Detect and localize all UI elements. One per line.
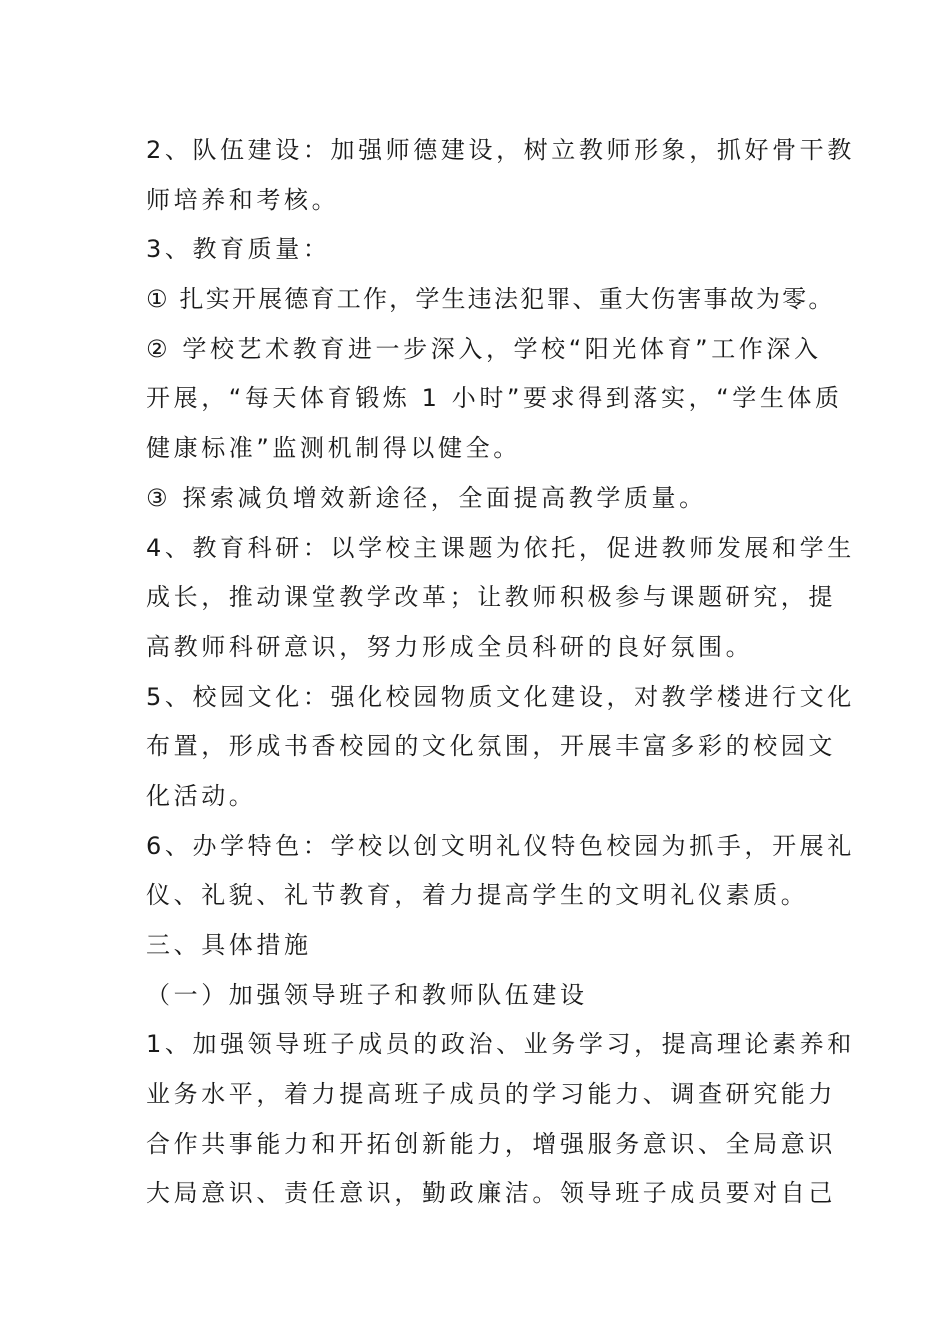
text-line: 合作共事能力和开拓创新能力，增强服务意识、全局意识 <box>146 1129 836 1158</box>
text-line: ② 学校艺术教育进一步深入，学校“阳光体育”工作深入 <box>146 334 822 363</box>
text-line: 5、校园文化：强化校园物质文化建设，对教学楼进行文化 <box>146 682 855 711</box>
text-line: 开展，“每天体育锻炼 1 小时”要求得到落实，“学生体质 <box>146 384 843 413</box>
text-line: 4、教育科研：以学校主课题为依托，促进教师发展和学生 <box>146 533 855 562</box>
subsection-heading: （一）加强领导班子和教师队伍建设 <box>146 980 588 1009</box>
text-line: 6、办学特色：学校以创文明礼仪特色校园为抓手，开展礼 <box>146 831 855 860</box>
text-line: 大局意识、责任意识，勤政廉洁。领导班子成员要对自己 <box>146 1179 836 1208</box>
text-line: ① 扎实开展德育工作，学生违法犯罪、重大伤害事故为零。 <box>146 285 835 314</box>
text-line: 2、队伍建设：加强师德建设，树立教师形象，抓好骨干教 <box>146 136 855 164</box>
section-heading: 三、具体措施 <box>146 931 312 959</box>
text-line: 仪、礼貌、礼节教育，着力提高学生的文明礼仪素质。 <box>146 881 809 910</box>
text-line: 布置，形成书香校园的文化氛围，开展丰富多彩的校园文 <box>146 732 836 761</box>
text-line: 健康标准”监测机制得以健全。 <box>146 434 521 463</box>
text-line: 师培养和考核。 <box>146 185 340 214</box>
document-body <box>146 126 855 1219</box>
text-line: 成长，推动课堂教学改革；让教师积极参与课题研究，提 <box>146 583 836 612</box>
text-line: 业务水平，着力提高班子成员的学习能力、调查研究能力 <box>146 1080 836 1109</box>
text-line: 高教师科研意识，努力形成全员科研的良好氛围。 <box>146 632 754 661</box>
text-line: 化活动。 <box>146 781 257 810</box>
text-line: ③ 探索减负增效新途径，全面提高教学质量。 <box>146 483 707 512</box>
text-line: 3、教育质量： <box>146 235 331 264</box>
text-line: 1、加强领导班子成员的政治、业务学习，提高理论素养和 <box>146 1030 855 1059</box>
